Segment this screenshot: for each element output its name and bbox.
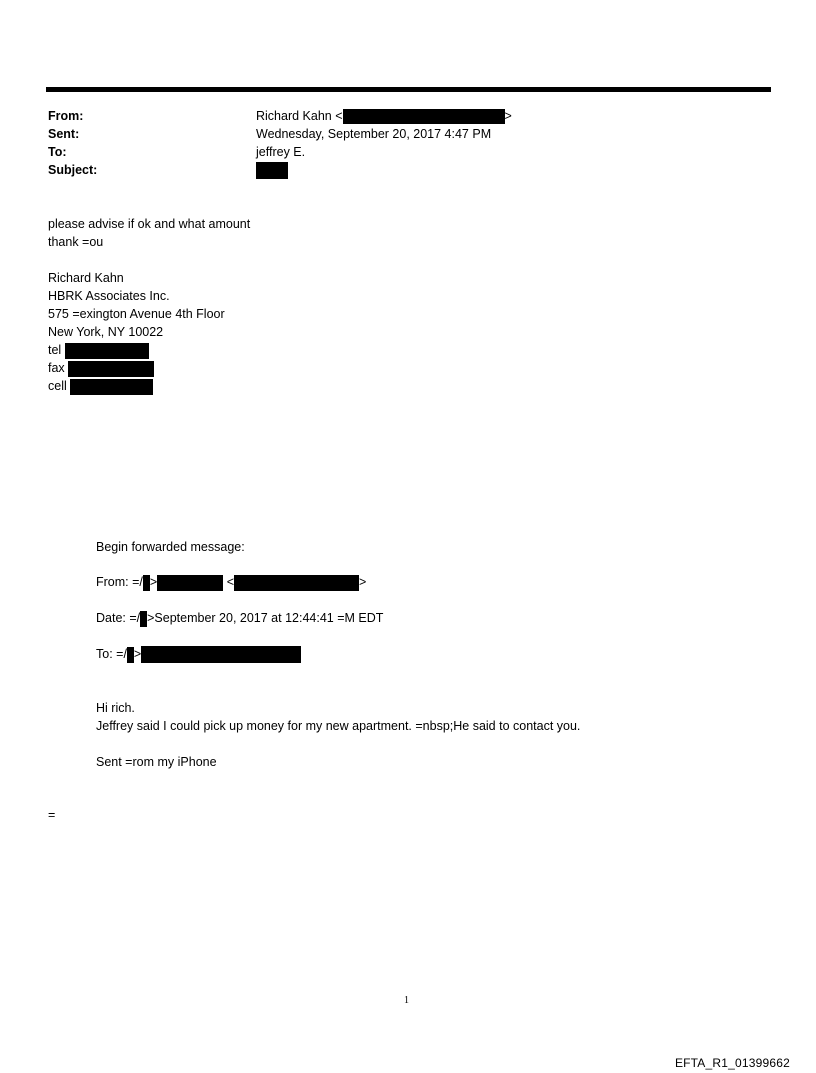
header-rule [46, 87, 771, 92]
redaction-forward-from-email [234, 575, 359, 591]
from-label: From: [48, 109, 84, 123]
forward-from-lt: < [226, 575, 234, 589]
forward-from [96, 573, 366, 591]
redaction-fax [68, 361, 154, 377]
forward-to-prefix: To: =/ [96, 647, 127, 661]
signature-fax [48, 359, 154, 377]
forward-from-gt: > [149, 575, 158, 589]
signature-name: Richard Kahn [48, 271, 124, 285]
forward-date-prefix: Date: =/ [96, 611, 141, 625]
subject-value [256, 161, 288, 179]
redaction-forward-to-email [141, 646, 301, 663]
bates-number: EFTA_R1_01399662 [674, 1056, 790, 1070]
from-close: > [504, 109, 512, 123]
sent-value: Wednesday, September 20, 2017 4:47 PM [256, 127, 492, 141]
redaction-forward-to-1 [127, 647, 134, 663]
forward-date [96, 609, 383, 627]
signature-company: HBRK Associates Inc. [48, 289, 170, 303]
page-number: 1 [404, 995, 409, 1006]
from-name: Richard Kahn < [256, 109, 343, 123]
redaction-cell [70, 379, 153, 395]
fax-label: fax [48, 361, 65, 375]
forward-date-value: >September 20, 2017 at 12:44:41 =M EDT [147, 611, 384, 625]
forward-to-gt: > [133, 647, 142, 661]
forward-to [96, 645, 301, 663]
signature-address-2: New York, NY 10022 [48, 325, 164, 339]
redaction-forward-from-name [157, 575, 223, 591]
signature-tel [48, 341, 149, 359]
redaction-forward-from-1 [143, 575, 150, 591]
redaction-from-email [343, 109, 505, 124]
sent-label: Sent: [48, 127, 80, 141]
forward-message: Jeffrey said I could pick up money for my new apartment. =nbsp;He said to contact you. [96, 719, 581, 733]
signature-address-1: 575 =exington Avenue 4th Floor [48, 307, 225, 321]
forward-sent-from: Sent =rom my iPhone [96, 755, 217, 769]
trailer-mark: = [48, 808, 56, 822]
forward-intro: Begin forwarded message: [96, 540, 245, 554]
redaction-tel [65, 343, 149, 359]
forward-greeting: Hi rich. [96, 701, 135, 715]
tel-label: tel [48, 343, 62, 357]
subject-label: Subject: [48, 163, 98, 177]
to-value: jeffrey E. [256, 145, 306, 159]
body-line-1: please advise if ok and what amount [48, 217, 251, 231]
to-label: To: [48, 145, 67, 159]
cell-label: cell [48, 379, 67, 393]
forward-from-close: > [359, 575, 367, 589]
signature-cell [48, 377, 153, 395]
forward-from-prefix: From: =/ [96, 575, 143, 589]
body-line-2: thank =ou [48, 235, 104, 249]
from-value [256, 107, 512, 125]
redaction-subject [256, 162, 288, 179]
